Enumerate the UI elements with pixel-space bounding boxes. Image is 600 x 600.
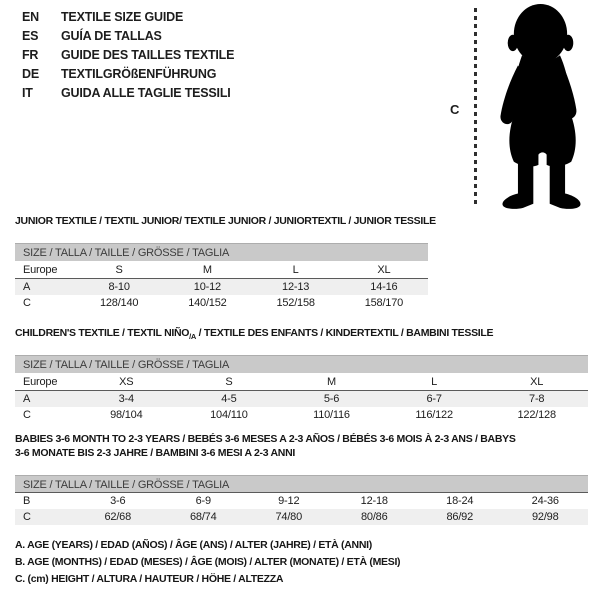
size-value-cell: 104/110 (210, 409, 248, 422)
size-value-cell: 9-12 (278, 495, 300, 508)
size-value-cell: 110/116 (313, 409, 350, 422)
size-value-cell: 74/80 (275, 511, 303, 524)
row-label: C (23, 511, 31, 524)
language-list (22, 8, 234, 103)
size-column-header: S (115, 263, 123, 276)
size-value-cell: 152/158 (276, 297, 315, 310)
size-value-cell: 92/98 (531, 511, 559, 524)
size-header-bar: SIZE / TALLA / TAILLE / GRÖSSE / TAGLIA (15, 475, 588, 493)
size-value-cell: 8-10 (108, 281, 130, 294)
measure-note: B. AGE (MONTHS) / EDAD (MESES) / ÂGE (MOIS) / ALTER (MONATE) / ETÀ (MESI) (15, 556, 401, 568)
size-value-cell: 128/140 (99, 297, 139, 310)
columns-header-row (15, 373, 588, 391)
row-label: C (23, 409, 31, 422)
size-value-cell: 80/86 (360, 511, 388, 524)
language-label: TEXTILE SIZE GUIDE (61, 10, 184, 24)
table-heading-text: JUNIOR TEXTILE / TEXTIL JUNIOR/ TEXTILE JUNIOR / JUNIORTEXTIL / JUNIOR TESSILE (15, 215, 436, 227)
size-value-cell: 86/92 (446, 511, 474, 524)
language-row (22, 46, 234, 65)
table-heading-text: BABIES 3-6 MONTH TO 2-3 YEARS / BEBÉS 3-6 MESES A 2-3 AÑOS / BÉBÉS 3-6 MOIS À 2-3 ANS / BABYS 3-6 MONATE BIS 2-3 JAHRE / BAMBINI 3-6 MESI A 2-3 ANNI (15, 433, 516, 460)
language-code: FR (22, 48, 39, 62)
row-label: C (23, 297, 31, 310)
size-value-cell: 7-8 (529, 393, 545, 406)
table-row (15, 407, 588, 423)
size-value-cell: 62/68 (104, 511, 132, 524)
size-column-header: XL (377, 263, 391, 276)
region-label: Europe (23, 263, 58, 276)
size-value-cell: 4-5 (221, 393, 237, 406)
size-column-header: M (327, 375, 336, 388)
size-table (15, 214, 588, 311)
table-rows (15, 279, 428, 311)
size-value-cell: 12-18 (360, 495, 388, 508)
size-value-cell: 116/122 (415, 409, 453, 422)
size-value-cell: 98/104 (110, 409, 143, 422)
table-body (15, 243, 428, 311)
language-row (22, 27, 234, 46)
size-header-bar: SIZE / TALLA / TAILLE / GRÖSSE / TAGLIA (15, 355, 588, 373)
size-value-cell: 122/128 (517, 409, 556, 422)
language-label: GUÍA DE TALLAS (61, 29, 162, 43)
row-label: A (23, 393, 31, 406)
table-heading (15, 214, 588, 232)
size-value-cell: 158/170 (364, 297, 404, 310)
size-value-cell: 5-6 (323, 393, 340, 406)
size-value-cell: 3-4 (118, 393, 134, 406)
size-value-cell: 12-13 (282, 281, 310, 294)
table-body (15, 355, 588, 423)
row-label: B (23, 495, 31, 508)
dashed-height-line (474, 8, 477, 208)
language-code: IT (22, 86, 33, 100)
table-rows (15, 493, 588, 525)
size-tables (15, 212, 588, 525)
table-heading-subscript: /A (189, 332, 197, 342)
size-column-header: XS (119, 375, 134, 388)
row-label: A (23, 281, 31, 294)
table-row (15, 279, 428, 295)
table-heading-text: CHILDREN'S TEXTILE / TEXTIL NIÑO (15, 327, 190, 340)
size-table (15, 432, 588, 525)
language-code: EN (22, 10, 39, 24)
size-column-header: XL (530, 375, 544, 388)
language-row (22, 8, 234, 27)
table-heading-text-after: / TEXTILE DES ENFANTS / KINDERTEXTIL / BAMBINI TESSILE (196, 327, 494, 340)
language-label: GUIDA ALLE TAGLIE TESSILI (61, 86, 231, 100)
size-column-header: L (292, 263, 299, 276)
measure-note: C. (cm) HEIGHT / ALTURA / HAUTEUR / HÖHE / ALTEZZA (15, 573, 284, 585)
region-label: Europe (23, 375, 58, 388)
size-value-cell: 24-36 (531, 495, 559, 508)
size-value-cell: 18-24 (446, 495, 474, 508)
size-value-cell: 6-7 (426, 393, 442, 406)
size-header-bar: SIZE / TALLA / TAILLE / GRÖSSE / TAGLIA (15, 243, 428, 261)
table-row (15, 295, 428, 311)
table-rows (15, 391, 588, 423)
language-code: DE (22, 67, 39, 81)
measure-notes (15, 537, 585, 588)
size-value-cell: 3-6 (110, 495, 126, 508)
size-value-cell: 14-16 (370, 281, 398, 294)
size-column-header: M (202, 263, 212, 276)
size-value-cell: 6-9 (195, 495, 211, 508)
language-label: TEXTILGRÖßENFÜHRUNG (61, 67, 217, 81)
measure-note: A. AGE (YEARS) / EDAD (AÑOS) / ÂGE (ANS) / ALTER (JAHRE) / ETÀ (ANNI) (15, 539, 372, 551)
table-heading (15, 432, 517, 464)
table-row (15, 493, 588, 509)
language-row (22, 65, 234, 84)
size-value-cell: 68/74 (189, 511, 217, 524)
table-row (15, 391, 588, 407)
toddler-silhouette-icon (485, 2, 597, 212)
language-row (22, 84, 234, 103)
table-heading (15, 326, 588, 344)
size-value-cell: 140/152 (188, 297, 227, 310)
columns-header-row (15, 261, 428, 279)
language-label: GUIDE DES TAILLES TEXTILE (61, 48, 235, 62)
height-measure-figure (440, 0, 600, 215)
table-body (15, 475, 588, 525)
table-row (15, 509, 588, 525)
size-column-header: S (225, 375, 233, 388)
size-column-header: L (431, 375, 438, 388)
size-table (15, 326, 588, 423)
language-code: ES (22, 29, 39, 43)
size-value-cell: 10-12 (193, 281, 221, 294)
height-measure-label: C (450, 102, 460, 117)
